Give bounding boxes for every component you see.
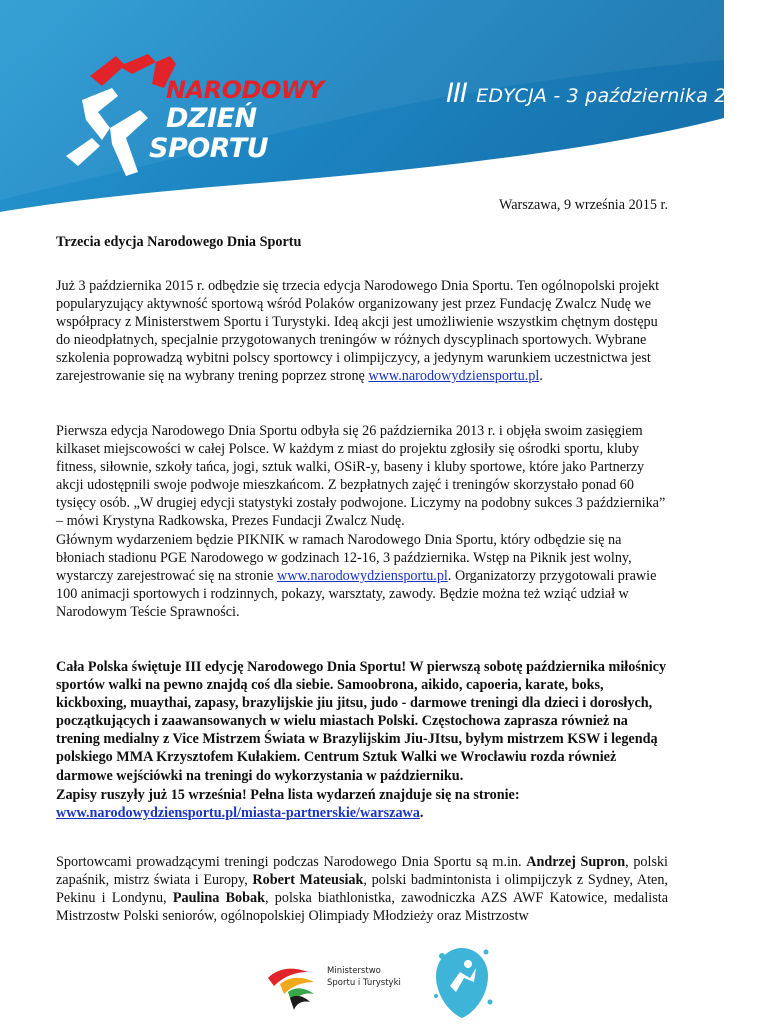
header-banner	[0, 0, 782, 212]
paragraph-history: Pierwsza edycja Narodowego Dnia Sportu odbyła się 26 października 2013 r. i objęła swoim zasięgiem kilkaset miejscowości w całej Polsce. W każdym z miast do projektu zgłosiły się ośrodki sportu, kluby fitness, siłownie, szkoły tańca, jogi, sztuk walki, OSiR-y, baseny i kluby sportowe, które jako Partnerzy akcji udostępnili swoje podwoje mieszkańcom. Z bezpłatnych zajęć i treningów skorzystało ponad 60 tysięcy osób. „W drugiej edycji statystyki zostały podwojone. Liczymy na podobny sukces 3 października” – mówi Krystyna Radkowska, Prezes Fundacji Zwalcz Nudę.	[56, 423, 666, 530]
logo-line-dzien: DZIEŃ	[166, 103, 257, 134]
athletes-text-d: , polska biathlonistka, zawodniczka AZS AWF Katowice, medalista Mistrzostw Polski seniorów, ogólnopolskiej Olimpiady Młodzieży oraz Mistrzostw	[56, 890, 668, 925]
paragraph-registration	[56, 786, 668, 822]
warsaw-events-link[interactable]: www.narodowydziensportu.pl/miasta-partnerskie/warszawa	[56, 805, 420, 822]
athlete-name-bobak: Paulina Bobak	[172, 890, 266, 907]
paragraph-registration-text: Zapisy ruszyły już 15 września! Pełna lista wydarzeń znajduje się na stronie:	[56, 787, 520, 803]
ministry-name	[327, 965, 401, 989]
date-line: Warszawa, 9 września 2015 r.	[498, 197, 668, 213]
athletes-text-a: Sportowcami prowadzącymi treningi podczas Narodowego Dnia Sportu są m.in.	[56, 854, 527, 870]
paragraph-intro-text: Już 3 października 2015 r. odbędzie się trzecia edycja Narodowego Dnia Sportu. Ten ogólnopolski projekt popularyzujący aktywność sportową wśród Polaków organizowany jest przez Fundację Zwalcz Nudę we współpracy z Ministerstwem Sportu i Turystyki. Ideą akcji jest umożliwienie wszystkim chętnym dostępu do nieodpłatnych, specjalnie przygotowanych treningów w różnych dyscyplinach sportowych. Wybrane szkolenia poprowadzą wybitni polscy sportowcy i olimpijczycy, a jedynym warunkiem uczestnictwa jest zarejestrowanie się na wybrany trening poprzez stronę	[56, 278, 660, 385]
paragraph-picnic	[56, 531, 668, 621]
edition-heading	[446, 78, 782, 109]
foundation-logo-icon	[430, 942, 494, 1022]
logo-line-sportu: SPORTU	[149, 133, 269, 164]
paragraph-martial-arts: Cała Polska świętuje III edycję Narodowego Dnia Sportu! W pierwszą sobotę października miłośnicy sportów walki na pewno znajdą coś dla siebie. Samoobrona, aikido, capoeria, karate, boks, kickboxing, muaythai, zapasy, brazylijskie jiu jitsu, judo - darmowe treningi dla dzieci i dorosłych, początkujących i zaawansowanych w wielu miastach Polski. Częstochowa zaprasza również na trening medialny z Vice Mistrzem Świata w Brazylijskim Jiu-JItsu, byłym mistrzem KSW i legendą polskiego MMA Krzysztofem Kułakiem. Centrum Sztuk Walki we Wrocławiu rozda również darmowe wejściówki na treningi do wykorzystania w październiku.	[56, 659, 667, 784]
athletes-text-c: , polski badmintonista i olimpijczyk z Sydney, Aten, Pekinu i Londynu,	[56, 872, 668, 907]
paragraph-athletes	[56, 853, 668, 925]
ministry-name-line2: Sportu i Turystyki	[327, 978, 401, 988]
footer-logos	[0, 940, 724, 1024]
athletes-text-b: , polski zapaśnik, mistrz świata i Europy,	[56, 854, 669, 889]
ministry-name-line1: Ministerstwo	[327, 966, 381, 976]
paragraph-intro	[56, 277, 668, 386]
ministry-logo-icon	[262, 954, 322, 1014]
document-title: Trzecia edycja Narodowego Dnia Sportu	[56, 234, 302, 250]
logo-line-narodowy: NARODOWY	[166, 76, 324, 104]
athlete-name-supron: Andrzej Supron	[526, 854, 626, 870]
edition-text: EDYCJA - 3 października 2015 r.	[476, 85, 782, 107]
website-link[interactable]: www.narodowydziensportu.pl	[368, 368, 540, 385]
paragraph-registration-end: .	[419, 805, 424, 822]
athlete-name-mateusiak: Robert Mateusiak	[252, 872, 364, 889]
website-link-registration[interactable]: www.narodowydziensportu.pl	[277, 568, 448, 585]
paragraph-picnic-end: . Organizatorzy przygotowali prawie 100 animacji sportowych i rodzinnych, pokazy, warsztaty, zawody. Będzie można też wziąć udział w Narodowym Teście Sprawności.	[56, 568, 657, 621]
paragraph-intro-end: .	[539, 368, 543, 385]
paragraph-picnic-text: Głównym wydarzeniem będzie PIKNIK w ramach Narodowego Dnia Sportu, który odbędzie się na błoniach stadionu PGE Narodowego w godzinach 12-16, 3 października. Wstęp na Piknik jest wolny, wystarczy zarejestrować się na stronie	[56, 532, 632, 585]
edition-roman: III	[446, 78, 467, 109]
